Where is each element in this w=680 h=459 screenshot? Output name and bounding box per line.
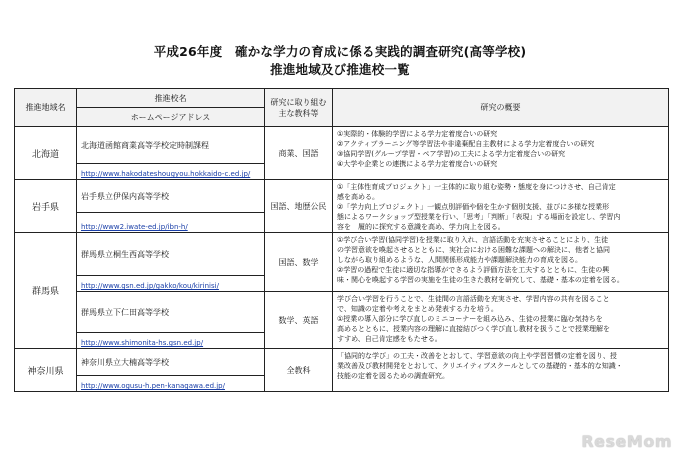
summary-line: ①実際的・体験的学習による学力定着度合いの研究 xyxy=(337,130,498,138)
table-row xyxy=(15,292,669,333)
col-header-subjects: 研究に取り組む主な教科等 xyxy=(265,89,333,127)
region-cell: 岩手県 xyxy=(15,180,77,233)
region-cell: 北海道 xyxy=(15,127,77,180)
summary-line: ④大学や企業との連携による学力定着度合いの研究 xyxy=(337,160,498,168)
summary-line: 「協同的な学び」の工夫・改善をとおして、学習意欲の向上や学習習慣の定着を図り、授 xyxy=(337,352,617,360)
subjects-cell: 数学、英語 xyxy=(265,292,333,349)
summary-cell xyxy=(333,180,669,233)
subjects-cell: 商業、国語 xyxy=(265,127,333,180)
summary-line: ③協同学習(グループ学習・ペア学習)の工夫による学力定着度合いの研究 xyxy=(337,150,566,158)
region-cell: 群馬県 xyxy=(15,233,77,349)
homepage-link[interactable]: http://www.gsn.ed.jp/gakko/kou/kirinisi/ xyxy=(77,276,265,292)
summary-cell xyxy=(333,233,669,292)
table-row xyxy=(15,180,669,213)
summary-line: ①「主体性育成プロジェクト」一主体的に取り組む姿勢・態度を身につけさせ、自己肯定 xyxy=(337,183,616,191)
col-header-summary: 研究の概要 xyxy=(333,89,669,127)
school-name: 群馬県立桐生西高等学校 xyxy=(77,233,265,276)
school-name: 群馬県立下仁田高等学校 xyxy=(77,292,265,333)
school-name: 北海道函館商業高等学校定時制課程 xyxy=(77,127,265,164)
summary-line: 容を 履的に探究する意識を高め、学力向上を図る。 xyxy=(337,223,505,231)
summary-line: で、知識の定着や考えをまとめ発表する力を培う。 xyxy=(337,305,498,313)
subjects-cell: 国語、数学 xyxy=(265,233,333,292)
summary-cell xyxy=(333,292,669,349)
summary-line: 学び合い学習を行うことで、生徒間の言語活動を充実させ、学習内容の共有を図ること xyxy=(337,295,610,303)
table-header-row xyxy=(15,89,669,108)
homepage-link[interactable]: http://www.shimonita-hs.gsn.ed.jp/ xyxy=(77,333,265,349)
homepage-link[interactable]: http://www2.iwate-ed.jp/ibn-h/ xyxy=(77,213,265,233)
page-title: 平成26年度 確かな学力の育成に係る実践的調査研究(高等学校) xyxy=(153,44,527,59)
homepage-link[interactable]: http://www.ogusu-h.pen-kanagawa.ed.jp/ xyxy=(77,376,265,392)
page-subtitle: 推進地域及び推進校一覧 xyxy=(270,62,410,77)
col-header-region: 推進地域名 xyxy=(15,89,77,127)
summary-line: ②「学力向上プロジェクト」一観点別評価や個を生かす個別支援、並びに多様な授業形 xyxy=(337,203,610,211)
col-header-school: 推進校名 xyxy=(77,89,265,108)
summary-line: ①授業の導入部分に学び直しのミニコーナーを組み込み、生徒の授業に臨む気持ちを xyxy=(337,315,603,323)
subjects-cell: 全教科 xyxy=(265,349,333,392)
school-name: 神奈川県立大楠高等学校 xyxy=(77,349,265,376)
homepage-link[interactable]: http://www.hakodateshougyou.hokkaido-c.ed.jp/ xyxy=(77,164,265,180)
table-row xyxy=(15,349,669,376)
summary-line: ②アクティブラーニング等学習法や非違棄配自主教材による学力定着度合いの研究 xyxy=(337,140,595,148)
summary-line: しながら取り組めるような、人間関係形成能力や課題解決能力の育成を図る。 xyxy=(337,256,582,264)
summary-line: ②学習の過程で生徒に適切な指導ができるよう評価方法を工夫するとともに、生徒の興 xyxy=(337,266,610,274)
summary-line: すすめ、自己肯定感をもたせる。 xyxy=(337,335,442,343)
summary-line: ①学び合い学習(協同学習)を授業に取り入れ、言語活動を充実させることにより、生徒 xyxy=(337,236,609,244)
school-name: 岩手県立伊保内高等学校 xyxy=(77,180,265,213)
summary-line: 高めるとともに、授業内容の理解に直接結びつく学び直し教材を扱うことで授業理解を xyxy=(337,325,610,333)
schools-table xyxy=(14,88,669,392)
summary-cell xyxy=(333,349,669,392)
summary-cell xyxy=(333,127,669,180)
table-row xyxy=(15,127,669,164)
summary-line: の学習意欲を喚起させるとともに、実社会における困難な課題への解決に、他者と協同 xyxy=(337,246,610,254)
region-cell: 神奈川県 xyxy=(15,349,77,392)
resemom-logo xyxy=(581,432,672,451)
col-header-homepage: ホームページアドレス xyxy=(77,108,265,127)
summary-line: 態によるワークショップ型授業を行い、「思考」「判断」「表現」する場面を設定し、学習内 xyxy=(337,213,621,221)
subjects-cell: 国語、地歴公民 xyxy=(265,180,333,233)
summary-line: 感を高める。 xyxy=(337,193,379,201)
summary-line: 業改善及び教材開発をとおして、クリエイティブスクールとしての基礎的・基本的な知識・ xyxy=(337,362,623,370)
logo-text: ReseMom xyxy=(581,432,672,451)
table-row xyxy=(15,233,669,276)
summary-line: 味・関心を喚起する学習の実施を生徒の生きた教材を研究して、基礎・基本の定着を図る。 xyxy=(337,276,624,284)
summary-line: 技能の定着を図るための調査研究。 xyxy=(337,372,449,380)
